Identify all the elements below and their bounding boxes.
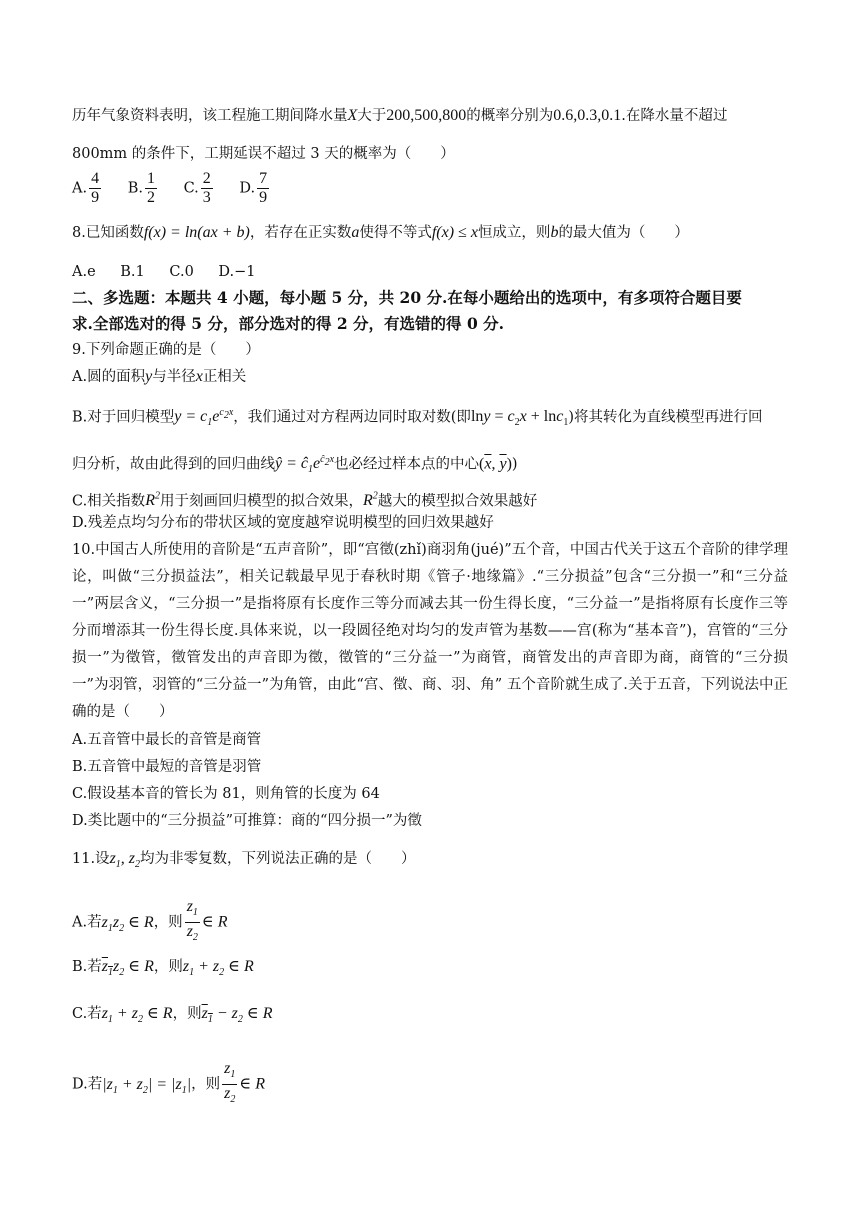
q7-text: 大于	[357, 108, 387, 124]
q11-option-d: D.若$|z_1 + z_2| = |z_1|$，则 $\frac{z_1}{z_2}$ ∈ R	[72, 1060, 265, 1106]
q8-option-a: A.e	[72, 264, 96, 280]
q7-options	[72, 170, 291, 207]
q9-option-a: A.圆的面积y与半径x正相关	[72, 368, 247, 385]
q7-text: 的概率分别为	[466, 108, 554, 124]
q7-var-x: X	[347, 107, 358, 124]
q8-options	[72, 262, 276, 282]
q7-line1	[72, 106, 727, 126]
q10-option-a: A.五音管中最长的音管是商管	[72, 732, 262, 748]
q11-stem: 11.设$z_1$, $z_2$均为非零复数，下列说法正确的是（ ）	[72, 850, 416, 871]
q11-option-c: C.若$z_1 + z_2$ ∈ R，则$z_1 - z_2$ ∈ R	[72, 1005, 273, 1026]
q7-option-c: C. $\frac{2}{3}$	[183, 170, 211, 206]
q7-probs: 0.6,0.3,0.1	[553, 107, 622, 124]
q7-line2: 800mm 的条件下，工期延误不超过 3 天的概率为（ ）	[72, 146, 455, 162]
q9-option-b-line1: B.对于回归模型$y = c_1e^{c_2x}$，我们通过对方程两边同时取对数(即$\ln y = c_2x + \ln c_1$)将其转化为直线模型再进行回	[72, 407, 763, 429]
q10-option-c: C.假设基本音的管长为 81，则角管的长度为 64	[72, 786, 380, 802]
q8-option-c: C.0	[169, 264, 194, 280]
q7-text: 历年气象资料表明，该工程施工期间降水量	[72, 108, 348, 124]
q8-inequality: f(x) ≤ x	[431, 224, 478, 241]
q8-function: f(x) = ln(ax + b)	[143, 224, 250, 241]
section2-heading-line1: 二、多选题：本题共 4 小题，每小题 5 分，共 20 分.在每小题给出的选项中，有多项符合题目要	[72, 288, 742, 307]
q9-option-d: D.残差点均匀分布的带状区域的宽度越窄说明模型的回归效果越好	[72, 515, 494, 531]
q8-stem: 8.已知函数f(x) = ln(ax + b)，若存在正实数a使得不等式f(x) ≤ x恒成立，则b的最大值为（ ）	[72, 224, 689, 241]
q10-option-d: D.类比题中的“三分损益”可推算：商的“四分损一”为徵	[72, 813, 422, 829]
q7-option-a: A. $\frac{4}{9}$	[72, 170, 100, 206]
q7-text: .在降水量不超过	[621, 108, 728, 124]
q11-option-a: A.若$z_1z_2$ ∈ R，则 $\frac{z_1}{z_2}$ ∈ R	[72, 898, 228, 944]
section2-heading-line2: 求.全部选对的得 5 分，部分选对的得 2 分，有选错的得 0 分.	[72, 314, 505, 333]
q9-stem: 9.下列命题正确的是（ ）	[72, 342, 260, 358]
q7-values: 200,500,800	[386, 107, 467, 124]
q11-option-b: B.若$z_1z_2$ ∈ R，则$z_1 + z_2$ ∈ R	[72, 958, 254, 979]
q7-option-d: D. $\frac{7}{9}$	[239, 170, 268, 206]
q8-option-b: B.1	[120, 264, 145, 280]
q10-stem: 10.中国古人所使用的音阶是“五声音阶”，即“宫徵(zhǐ)商羽角(jué)”五个音，中国古代关于这五个音阶的律学理论，叫做“三分损益法”，相关记载最早见于春秋时期《管子·地缘篇》.“三分损益”包含“三分损一”和“三分益一”两层含义，“三分损一”是指将原有长度作三等分而减去其一份生得长度，“三分益一”是指将原有长度作三等分而增添其一份生得长度.具体来说，以一段圆径绝对均匀的发声管为基数——宫(称为“基本音”)，宫管的“三分损一”为徵管，徵管发出的声音即为徵，徵管的“三分益一”为商管，商管发出的声音即为商，商管的“三分损一”为羽管，羽管的“三分益一”为角管，由此“宫、徵、商、羽、角” 五个音阶就生成了.关于五音，下列说法中正确的是（ ）	[72, 542, 788, 720]
q8-option-d: D.−1	[218, 264, 256, 280]
q10-option-b: B.五音管中最短的音管是羽管	[72, 759, 262, 775]
q9-option-b-line2: 归分析，故由此得到的回归曲线ŷ = $ĉ_1e^{ĉ_2x}$也必经过样本点的中心($\overline{x}$, $\overline{y}$))	[72, 454, 518, 476]
q7-option-b: B. $\frac{1}{2}$	[127, 170, 155, 206]
q9-option-c: C.相关指数$R^2$用于刻画回归模型的拟合效果，$R^2$越大的模型拟合效果越好	[72, 491, 538, 510]
